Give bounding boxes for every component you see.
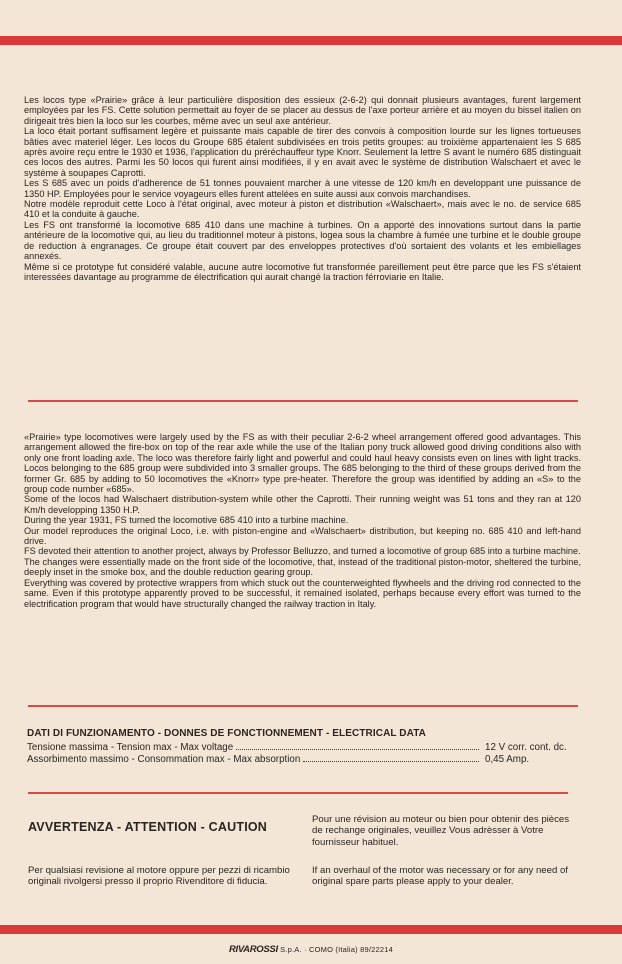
bottom-red-band: [0, 925, 622, 934]
english-paragraph: During the year 1931, FS turned the locomotive 685 410 into a turbine machine.: [24, 515, 349, 526]
english-paragraph: Some of the locos had Walschaert distribution-system while other the Caprotti. Their running weight was 51 tons and they ran at 120 Km/h developping 1350 H.P.: [24, 494, 581, 515]
french-paragraph: La loco était portant suffisament legère et puissante mais capable de tirer des convois à composition lourde sur les lignes tortueuses bâties avec materiel léger. Les locos du Groupe 685 étalent subdivisées en trois petits groupes: au troixième appartenaient les S 685 après avoire reçu entre le 1930 et 1936, l'application du préréchauffeur type Knorr. Seulement la lettre S avant le numéro 685 distinguait ces locos des autres. Parmi les 50 locos qui furent ainsi modifiées, il y en avait avec le système de distribution Walschaert et avec le système à soupapes Caprotti.: [24, 126, 581, 178]
caution-title: AVVERTENZA - ATTENTION - CAUTION: [28, 820, 268, 834]
spec-label: Tensione massima - Tension max - Max voltage: [27, 742, 234, 753]
english-paragraph: Everything was covered by protective wrappers from which stuck out the counterweighted flywheels and the driving rod connected to the same. Even if this prototype apparently proved to be successful, it remained isolated, perhaps because every effort was turned to the electrification program that would have structurally changed the railway traction in Italy.: [24, 577, 581, 609]
french-paragraph: Notre modèle reproduit cette Loco à l'état original, avec moteur à piston et distribution «Walschaert», mais avec le no. de service 685 410 et la conduite à gauche.: [24, 199, 581, 220]
spec-label: Assorbimento massimo - Consommation max - Max absorption: [27, 754, 301, 765]
english-paragraph: The changes were essentially made on the front side of the locomotive, that, instead of the traditional piston-motor, sheltered the turbine, deeply inset in the smoke box, and the double reduction gearing group.: [24, 556, 581, 578]
spec-row-absorption: [27, 754, 587, 766]
french-paragraph: Même si ce prototype fut considéré valable, aucune autre locomotive fut transformée pareillement peut être parce que les FS s'étaient interessées davantage au programme de électrification qui aurait changé la traction férroviarie en Italie.: [24, 261, 581, 282]
electrical-data-title: DATI DI FUNZIONAMENTO - DONNES DE FONCTIONNEMENT - ELECTRICAL DATA: [27, 728, 426, 739]
spec-value: 12 V corr. cont. dc.: [485, 742, 567, 753]
spec-value: 0,45 Amp.: [485, 754, 530, 765]
dot-leader: [236, 749, 479, 750]
electrical-data: [27, 728, 587, 766]
section-divider: [28, 792, 568, 794]
caution-english: If an overhaul of the motor was necessary or for any need of original spare parts please apply to your dealer.: [312, 865, 568, 888]
company-address: S.p.A. · COMO (Italia): [280, 945, 358, 954]
footer-imprint: [0, 944, 622, 955]
caution-french: Pour une révision au moteur ou bien pour obtenir des pièces de rechange originales, veuillez Vous adrèsser à Votre fournisseur habituel.: [312, 814, 570, 848]
top-red-band: [0, 36, 622, 45]
english-paragraph: Our model reproduces the original Loco, i.e. with piston-engine and «Walschaert» distribution, but keeping no. 685 410 and left-hand drive.: [24, 525, 581, 547]
section-divider: [28, 400, 578, 402]
section-divider: [28, 705, 578, 707]
french-paragraph: Les S 685 avec un poids d'adherence de 51 tonnes pouvaient marcher à une vitesse de 120 km/h en developpant une puissance de 1350 HP. Employées pour le service voyageurs elles furent attelées en suite aussi aux convois marchandises.: [24, 178, 581, 199]
dot-leader: [303, 761, 479, 762]
english-paragraph: «Prairie» type locomotives were largely used by the FS as with their peculiar 2-6-2 wheel arrangement offered good advantages. This arrangement allowed the fire-box on top of the rear axle while the use of the Italian pony truck allowed good driving conditions also with only one front loading axle. The loco was therefore fairly light and powerful and could haul heavy consists even on lines with light tracks. Locos belonging to the 685 group were subdivided into 3 smaller groups. The 685 belonging to the third of these groups derived from the former Gr. 685 by adding to 50 locomotives the «Knorr» type pre-heater. Therefore the group was identified by adding an «S» to the group code number «685».: [24, 432, 581, 495]
french-paragraph: Les FS ont transformé la locomotive 685 410 dans une machine à turbines. On a apporté des innovations surtout dans la partie antérieure de la locomotive qui, au lieu du traditionnel moteur à pistons, logea sous la chambre à fumée une turbine et le double groupe de reduction à engranages. Ce groupe était couvert par des enveloppes protectives d'où sortaient des volants et les embiellages annexés.: [24, 219, 581, 262]
spec-row-voltage: [27, 742, 587, 754]
french-paragraph: Les locos type «Prairie» grâce à leur particulière disposition des essieux (2-6-2) qui donnait plusieurs avantages, furent largement employées par les FS. Cette solution permettait au foyer de se placer au dessus de l'axe porteur arrière et au moyen du bissel italien on dirigeait très bien la loco sur les courbes, même avec un seul axe antérieur.: [24, 95, 581, 126]
caution-italian: Per qualsiasi revisione al motore oppure per pezzi di ricambio originali rivolgersi presso il proprio Rivenditore di fiducia.: [28, 865, 290, 888]
english-description: [24, 432, 581, 609]
english-paragraph: FS devoted their attention to another project, always by Professor Belluzzo, and turned a locomotive of group 685 into a turbine machine.: [24, 546, 581, 557]
french-description: [24, 95, 581, 282]
rivarossi-logo: RIVAROSSI: [228, 944, 278, 955]
print-code: 89/22214: [360, 945, 394, 954]
